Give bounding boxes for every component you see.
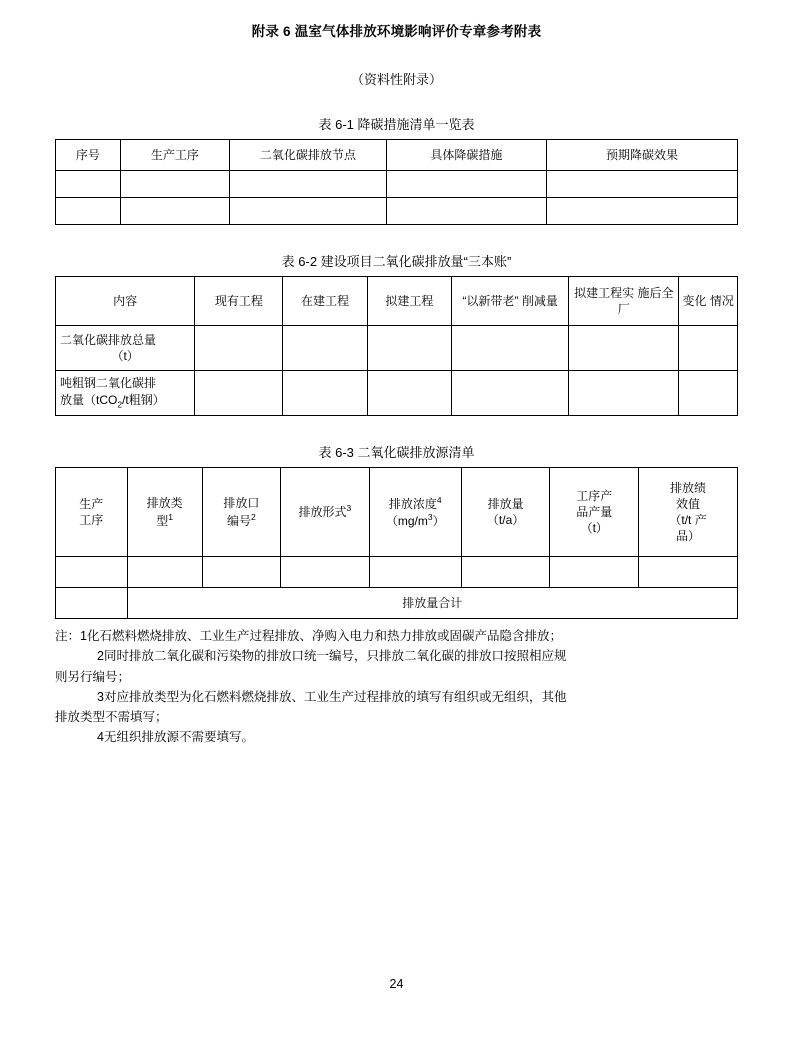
note-line [55,646,738,666]
table-6-3-caption: 表 6-3 二氧化碳排放源清单 [318,445,475,460]
note-line [55,707,738,727]
document-subtitle: （资料性附录） [350,72,442,87]
table-6-3-cell [281,557,370,588]
header-line-2: （t/a） [486,513,525,527]
row-label-line-1: 二氧化碳排放总量 [60,332,157,347]
header-line-1 [284,503,366,520]
header-line-1 [373,495,458,512]
table-6-1-cell [229,171,386,198]
table-6-2-header-cell: 内容 [56,277,195,326]
header-line-1-text: 排放形式 [298,505,347,520]
note-text-4a: 4无组织排放源不需要填写。 [97,730,254,745]
table-6-3-cell [56,588,128,619]
table-6-2-cell [283,371,367,416]
table-6-3-header-cell [202,468,280,557]
header-line-1: 排放类 [146,496,183,511]
header-line-2: 情况 [709,293,734,308]
note-text-2b: 则另行编号； [55,669,131,684]
header-line-2: 效值 [676,496,701,511]
header-line-1: 排放量 [487,496,524,511]
table-6-3-cell [56,557,128,588]
header-line-3: （t/t 产 [669,513,707,527]
table-6-2-cell [451,326,568,371]
table-6-2-cell [195,371,283,416]
table-6-2-header-cell-multiline [569,277,679,326]
note-line [55,727,738,747]
table-6-2-cell [283,326,367,371]
table-6-2-cell [451,371,568,416]
table-row [56,171,738,198]
row-label-line-2: 放量（tCO$_2$/t粗钢） [60,392,165,410]
table-6-2-cell [367,326,451,371]
table-6-1-header-cell: 序号 [56,140,121,171]
note-line [55,626,738,646]
table-6-1-header-cell: 预期降碳效果 [547,140,738,171]
table-6-1-cell [386,171,546,198]
table-6-3-cell [550,557,639,588]
header-footnote-marker: 2 [250,511,256,522]
table-6-1-cell [120,171,229,198]
header-line-1-text: 排放浓度 [388,496,437,511]
table-6-1 [55,139,738,225]
header-line-2 [206,512,277,529]
table-row [56,371,738,416]
table-6-2-cell [367,371,451,416]
table-6-3-total-label: 排放量合计 [127,588,737,619]
header-line-1: “以新带老” [462,293,519,308]
note-text-3b: 排放类型不需填写； [55,710,168,724]
table-6-2 [55,276,738,416]
table-6-3-cell [202,557,280,588]
table-6-3-cell [127,557,202,588]
table-row [56,326,738,371]
table-6-3-cell [461,557,550,588]
table-6-2-cell [195,326,283,371]
table-6-1-header-cell: 具体降碳措施 [386,140,546,171]
table-6-3 [55,467,738,619]
note-text-1: 1化石燃料燃烧排放、工业生产过程排放、净购入电力和热力排放或固碳产品隐含排放； [80,629,562,643]
table-6-3-cell [369,557,461,588]
table-6-2-row-label [56,371,195,416]
table-6-2-header-cell: 在建工程 [283,277,367,326]
table-6-2-header-cell: 拟建工程 [367,277,451,326]
table-6-3-header-cell [461,468,550,557]
table-6-1-header-cell: 二氧化碳排放节点 [229,140,386,171]
table-row [56,588,738,619]
table-6-3-cell [639,557,738,588]
table-6-1-cell [386,198,546,225]
table-row [56,468,738,557]
table-6-1-caption: 表 6-1 降碳措施清单一览表 [318,117,475,132]
header-line-1: 变化 [682,293,707,308]
header-line-2: 品产量 [576,504,613,519]
page-title: 附录 6 温室气体排放环境影响评价专章参考附表 [251,24,542,39]
header-footnote-marker: 1 [168,511,173,522]
table-row [56,140,738,171]
header-line-1: 拟建工程实 [574,285,635,300]
table-6-1-cell [120,198,229,225]
table-6-1-cell [56,198,121,225]
table-6-1-cell [229,198,386,225]
row-label-line-1: 吨粗钢二氧化碳排 [60,376,157,391]
table-6-2-cell [679,326,738,371]
header-footnote-marker: 4 [436,494,442,505]
table-6-2-header-cell-multiline [451,277,568,326]
note-text-3a: 3对应排放类型为化石燃料燃烧排放、工业生产过程排放的填写有组织或无组织，其他 [97,689,567,704]
table-6-2-cell [679,371,738,416]
table-6-2-cell [569,326,679,371]
table-6-3-header-cell [639,468,738,557]
header-line-1: 生产 [79,496,104,511]
page-number: 24 [389,977,404,991]
table-notes [55,626,738,748]
table-6-1-cell [547,171,738,198]
table-6-3-header-cell [56,468,128,557]
table-6-3-header-cell [550,468,639,557]
header-line-2: $(mg/m^3)$ [385,512,445,528]
note-text-2a: 2同时排放二氧化碳和污染物的排放口统一编号，只排放二氧化碳的排放口按照相应规 [97,649,567,664]
header-line-1: 排放口 [223,496,260,511]
header-footnote-marker: 3 [346,503,352,514]
header-line-1: 排放绩 [670,480,707,495]
table-6-3-header-cell [127,468,202,557]
table-6-2-header-cell-multiline [679,277,738,326]
table-row [56,277,738,326]
table-6-2-cell [569,371,679,416]
table-6-3-header-cell [281,468,370,557]
header-line-3: （t） [580,521,608,536]
table-row [56,198,738,225]
note-line [55,687,738,707]
header-line-2-text: 编号 [226,513,251,528]
table-6-1-cell [56,171,121,198]
table-6-2-caption: 表 6-2 建设项目二氧化碳排放量“三本账” [281,254,512,269]
header-line-2: 施后全厂 [617,285,674,316]
table-6-1-cell [547,198,738,225]
notes-label: 注： [55,629,81,643]
header-line-4: 品） [676,529,701,544]
table-6-3-header-cell [369,468,461,557]
table-6-1-header-cell: 生产工序 [120,140,229,171]
header-line-2: 削减量 [521,293,558,308]
note-line [55,667,738,687]
header-line-1: 工序产 [576,488,613,503]
header-line-2: 工序 [79,513,104,527]
table-6-2-header-cell: 现有工程 [195,277,283,326]
header-line-2-text: 型 [156,513,169,528]
table-row [56,557,738,588]
table-6-2-row-label [56,326,195,371]
row-label-line-2: （t） [111,349,139,363]
header-line-2 [131,512,199,529]
